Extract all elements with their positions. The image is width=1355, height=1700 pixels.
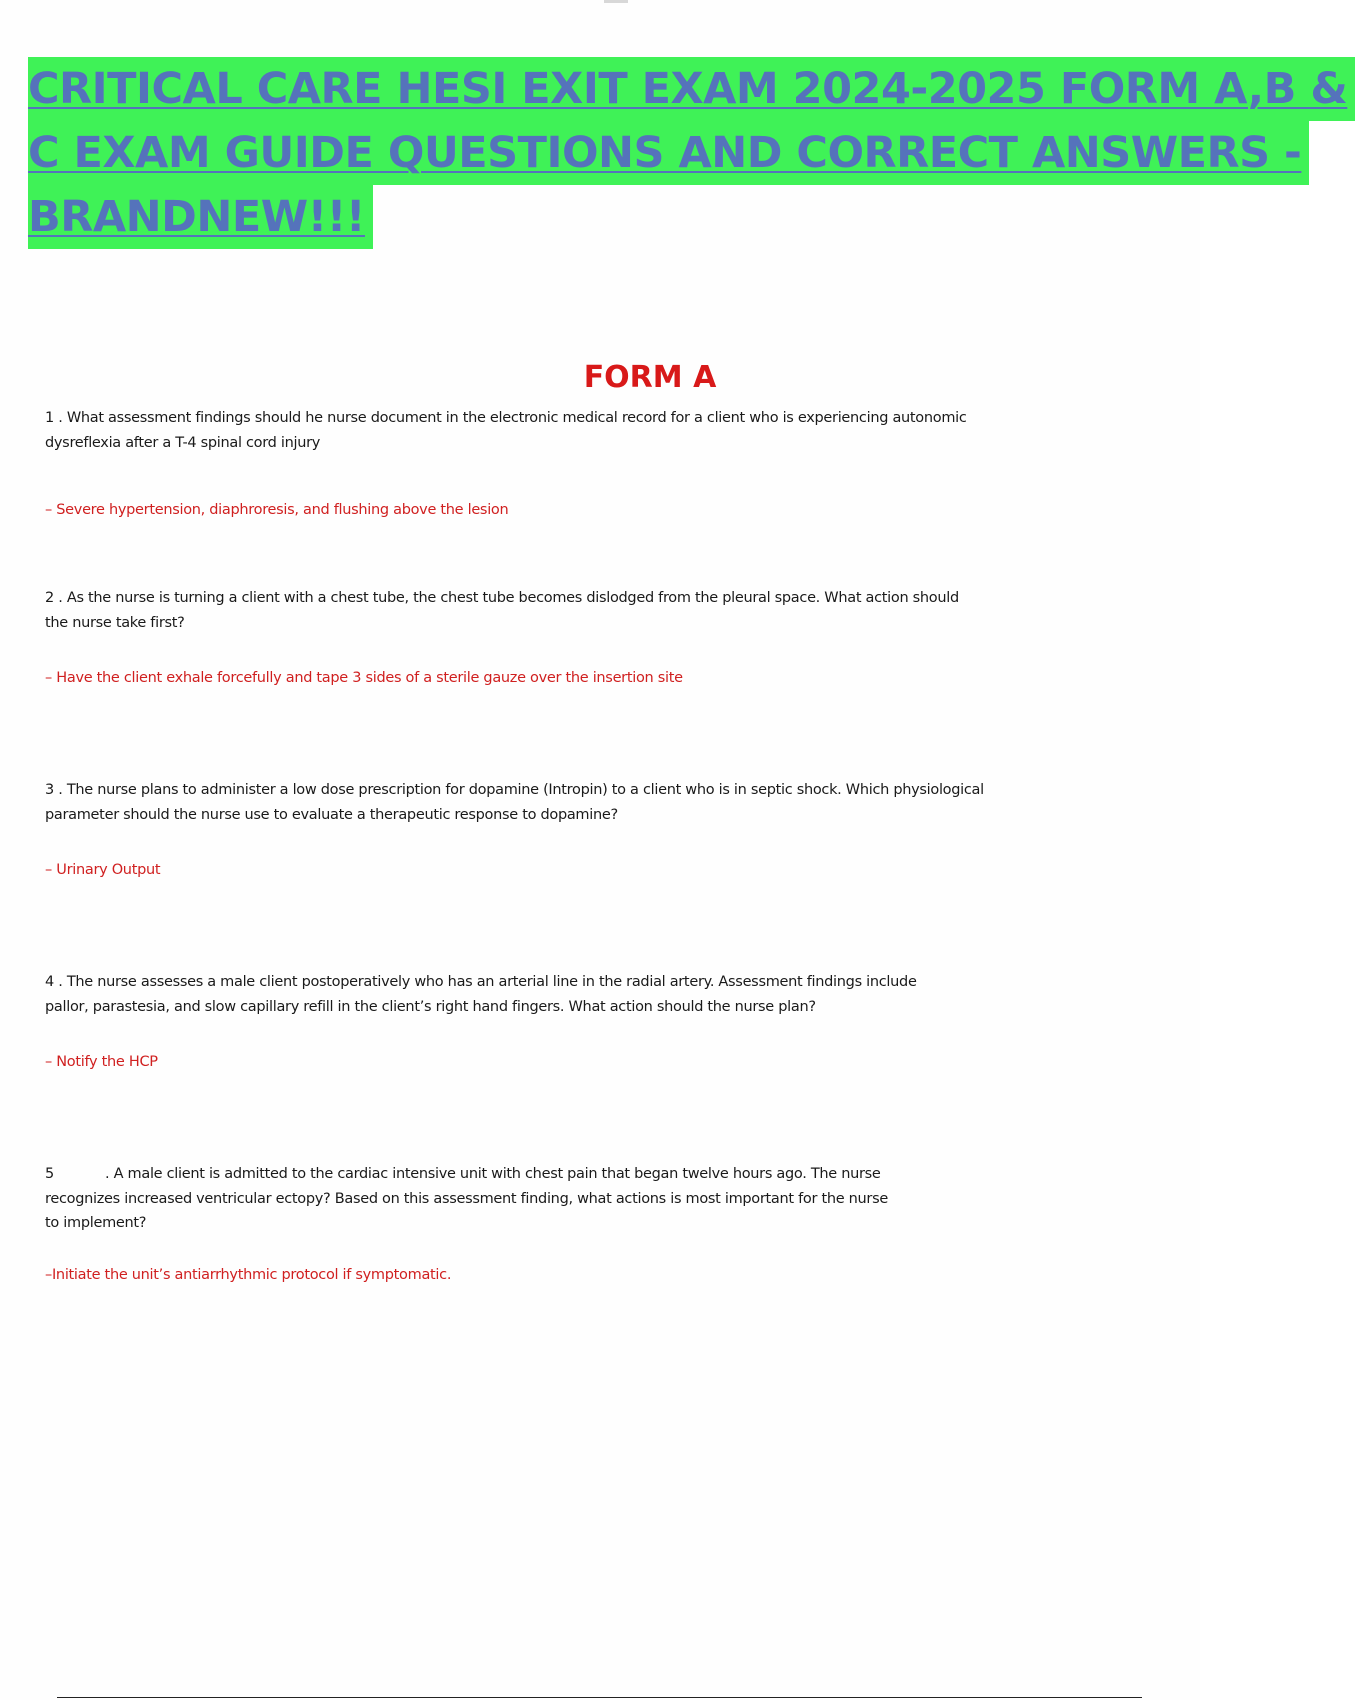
question-3-line-2: parameter should the nurse use to evaluate a therapeutic response to dopamine? bbox=[45, 806, 618, 823]
question-5-number: 5 bbox=[45, 1166, 54, 1182]
question-1-line-2: dysreflexia after a T-4 spinal cord injury bbox=[45, 434, 321, 451]
answer-2: – Have the client exhale forcefully and tape 3 sides of a sterile gauze over the insertion site bbox=[45, 670, 683, 686]
document-title bbox=[28, 57, 1348, 249]
title-line-2: C EXAM GUIDE QUESTIONS AND CORRECT ANSWERS - bbox=[28, 121, 1309, 185]
question-4-line-2: pallor, parastesia, and slow capillary refill in the client’s right hand fingers. What action should the nurse plan? bbox=[45, 998, 816, 1015]
footer-rule bbox=[57, 1697, 1142, 1698]
form-heading: FORM A bbox=[583, 360, 717, 395]
question-2-line-1: 2 . As the nurse is turning a client with a chest tube, the chest tube becomes dislodged from the pleural space. What action should bbox=[45, 590, 959, 606]
question-3-line-1: 3 . The nurse plans to administer a low dose prescription for dopamine (Intropin) to a client who is in septic shock. Which physiological bbox=[45, 782, 984, 798]
title-line-3: BRANDNEW!!! bbox=[28, 185, 373, 249]
title-line-1: CRITICAL CARE HESI EXIT EXAM 2024-2025 FORM A,B & bbox=[28, 57, 1355, 121]
question-1-line-1: 1 . What assessment findings should he nurse document in the electronic medical record for a client who is experiencing autonomic bbox=[45, 410, 967, 426]
answer-5: –Initiate the unit’s antiarrhythmic protocol if symptomatic. bbox=[45, 1267, 452, 1283]
question-4-line-1: 4 . The nurse assesses a male client postoperatively who has an arterial line in the radial artery. Assessment findings include bbox=[45, 974, 917, 990]
answer-4: – Notify the HCP bbox=[45, 1054, 158, 1070]
question-5 bbox=[45, 1162, 1025, 1236]
question-5-line-2: recognizes increased ventricular ectopy? Based on this assessment finding, what actions is most important for the nurse bbox=[45, 1190, 888, 1207]
question-4 bbox=[45, 970, 1025, 1019]
page-top-mark bbox=[604, 0, 628, 3]
question-5-line-3: to implement? bbox=[45, 1215, 147, 1231]
answer-1: – Severe hypertension, diaphroresis, and flushing above the lesion bbox=[45, 502, 509, 518]
question-2 bbox=[45, 586, 1025, 635]
question-1 bbox=[45, 406, 1025, 455]
answer-3: – Urinary Output bbox=[45, 862, 161, 878]
question-5-line-1: 5 . A male client is admitted to the cardiac intensive unit with chest pain that began twelve hours ago. The nurse bbox=[45, 1162, 1025, 1187]
question-3 bbox=[45, 778, 1025, 827]
question-2-line-2: the nurse take first? bbox=[45, 614, 185, 631]
